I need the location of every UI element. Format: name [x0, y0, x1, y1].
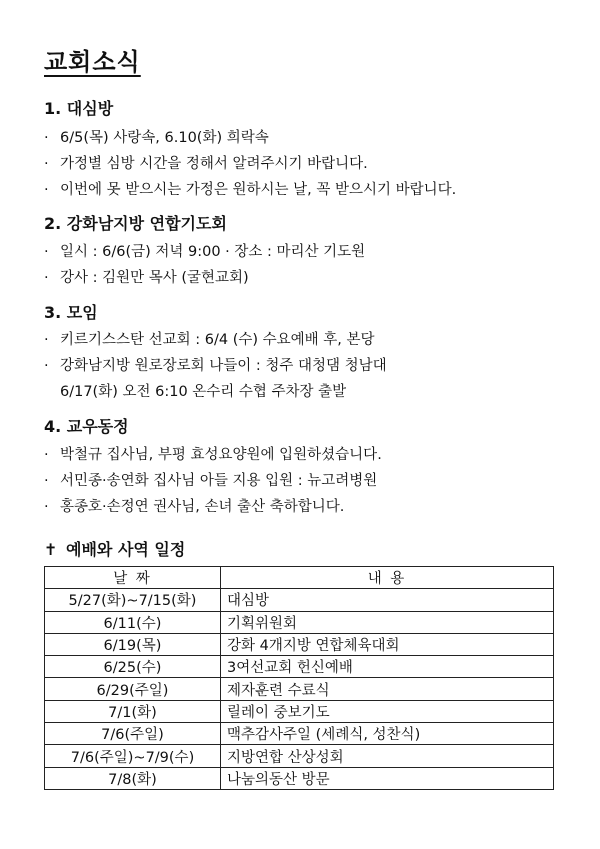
content-cell: 맥추감사주일 (세례식, 성찬식): [221, 723, 554, 745]
date-cell: 7/8(화): [45, 767, 221, 789]
column-header-content: 내 용: [221, 567, 554, 589]
date-cell: 6/29(주일): [45, 678, 221, 700]
section-heading-prayer-meeting: 2. 강화남지방 연합기도회: [44, 214, 227, 233]
list-item: · 홍종호·손정연 권사님, 손녀 출산 축하합니다.: [44, 499, 345, 515]
date-cell: 7/6(주일)~7/9(수): [45, 745, 221, 767]
list-item: · 박철규 집사님, 부평 효성요양원에 입원하셨습니다.: [44, 447, 382, 463]
list-item: · 6/5(목) 사랑속, 6.10(화) 희락속: [44, 130, 269, 146]
content-cell: 3여선교회 헌신예배: [221, 656, 554, 678]
section-heading-meetings: 3. 모임: [44, 303, 98, 322]
column-header-date: 날 짜: [45, 567, 221, 589]
table-row: [45, 589, 554, 611]
table-row: [45, 745, 554, 767]
list-item: · 강화남지방 원로장로회 나들이 : 청주 대청댐 청남대: [44, 358, 387, 374]
table-row: [45, 767, 554, 789]
schedule-table: [44, 566, 554, 790]
table-header-row: [45, 567, 554, 589]
date-cell: 6/11(수): [45, 611, 221, 633]
date-cell: 5/27(화)~7/15(화): [45, 589, 221, 611]
table-row: [45, 700, 554, 722]
cross-icon: ✝: [44, 540, 58, 559]
list-item-continuation: 6/17(화) 오전 6:10 온수리 수협 주차장 출발: [60, 384, 347, 400]
page-title: 교회소식: [44, 48, 141, 76]
table-row: [45, 611, 554, 633]
schedule-heading: ✝ 예배와 사역 일정: [44, 540, 186, 559]
list-item: · 키르기스스탄 선교회 : 6/4 (수) 수요예배 후, 본당: [44, 332, 375, 348]
table-row: [45, 678, 554, 700]
date-cell: 6/25(수): [45, 656, 221, 678]
list-item: · 가정별 심방 시간을 정해서 알려주시기 바랍니다.: [44, 156, 368, 172]
list-item: · 일시 : 6/6(금) 저녁 9:00 · 장소 : 마리산 기도원: [44, 244, 366, 260]
list-item: · 서민종·송연화 집사님 아들 지용 입원 : 뉴고려병원: [44, 473, 378, 489]
table-row: [45, 656, 554, 678]
date-cell: 7/1(화): [45, 700, 221, 722]
content-cell: 나눔의동산 방문: [221, 767, 554, 789]
date-cell: 6/19(목): [45, 633, 221, 655]
list-item: · 강사 : 김원만 목사 (굴현교회): [44, 270, 249, 286]
list-item: · 이번에 못 받으시는 가정은 원하시는 날, 꼭 받으시기 바랍니다.: [44, 182, 457, 198]
table-row: [45, 723, 554, 745]
date-cell: 7/6(주일): [45, 723, 221, 745]
content-cell: 릴레이 중보기도: [221, 700, 554, 722]
content-cell: 제자훈련 수료식: [221, 678, 554, 700]
section-heading-visitation: 1. 대심방: [44, 99, 114, 118]
content-cell: 지방연합 산상성회: [221, 745, 554, 767]
content-cell: 강화 4개지방 연합체육대회: [221, 633, 554, 655]
table-row: [45, 633, 554, 655]
section-heading-member-news: 4. 교우동정: [44, 417, 129, 436]
content-cell: 대심방: [221, 589, 554, 611]
content-cell: 기획위원회: [221, 611, 554, 633]
